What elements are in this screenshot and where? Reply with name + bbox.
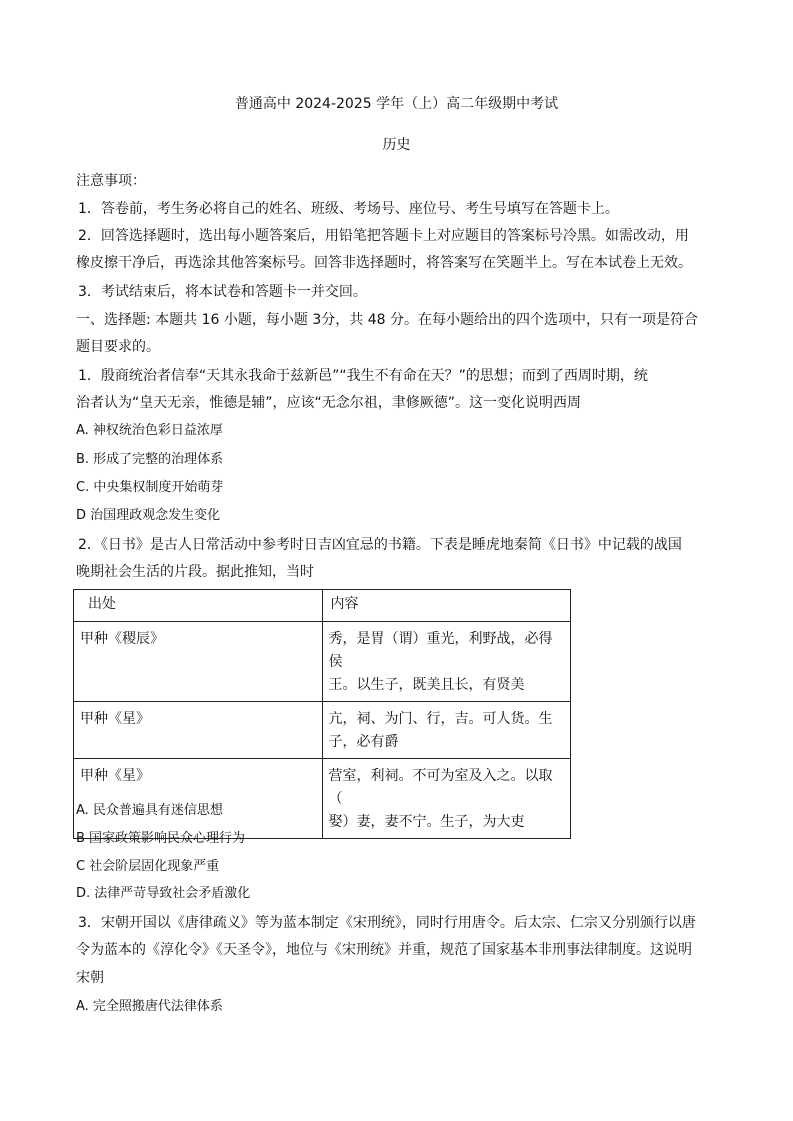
question-2-line-2: 晚期社会生活的片段。据此推知，当时 — [76, 564, 314, 580]
question-2-option-c: C 社会阶层固化现象严重 — [76, 859, 220, 874]
notice-item-1: 1．答卷前，考生务必将自己的姓名、班级、考场号、座位号、考生号填写在答题卡上。 — [78, 201, 619, 217]
question-2-option-d: D. 法律严苛导致社会矛盾激化 — [76, 886, 251, 901]
table-cell-source-text: 甲种《稷辰》 — [80, 631, 164, 647]
table-cell-source-text: 甲种《星》 — [80, 768, 150, 784]
table-header-source-label: 出处 — [88, 596, 116, 612]
table-cell-content-line: 营室，利祠。不可为室及入之。以取（ — [328, 768, 553, 807]
notice-item-2-line-2: 橡皮擦干净后，再选涂其他答案标号。回答非选择题时，将答案写在笑题半上。写在本试卷上无效。 — [76, 255, 692, 271]
table-cell-content-line: 子，必有爵 — [328, 734, 399, 750]
question-3-line-3: 宋朝 — [76, 970, 104, 986]
table-row — [74, 622, 571, 702]
table-cell-content — [322, 702, 571, 759]
table-row — [74, 702, 571, 759]
question-1-option-c: C. 中央集权制度开始萌芽 — [76, 480, 224, 495]
table-cell-content-line: 亢，祠、为门、行，吉。可人货。生 — [328, 711, 553, 727]
question-2-option-b: B 国家政策影响民众心理行为 — [76, 831, 246, 846]
table-header-content — [322, 590, 571, 622]
table-row — [74, 759, 571, 839]
question-2-line-1: 2．《日书》是古人日常活动中参考时日吉凶宜忌的书籍。下表是睡虎地秦简《日书》中记载的战国 — [78, 537, 682, 553]
question-3-line-1: 3．宋朝开国以《唐律疏义》等为蓝本制定《宋刑统》，同时行用唐令。后太宗、仁宗又分别颁行以唐 — [78, 915, 696, 931]
question-1-line-1: 1．殷商统治者信奉“天其永我命于兹新邑”“我生不有命在天？”的思想；而到了西周时期，统 — [78, 368, 648, 384]
notice-item-3: 3．考试结束后，将本试卷和答题卡一并交回。 — [78, 284, 367, 300]
notice-heading: 注意事项： — [76, 173, 146, 189]
question-1-option-b: B. 形成了完整的治理体系 — [76, 452, 224, 467]
table-cell-source — [74, 622, 323, 702]
section-heading-line-1: 一、选择题: 本题共 16 小题，每小题 3分，共 48 分。在每小题给出的四个选项中，只有一项是符合 — [76, 312, 698, 328]
question-3-option-a: A. 完全照搬唐代法律体系 — [76, 999, 223, 1014]
question-3-line-2: 令为蓝本的《淳化令》《天圣令》，地位与《宋刑统》并重，规范了国家基本非刑事法律制度。这说明 — [76, 942, 692, 958]
table-header-row — [74, 590, 571, 622]
table-cell-content — [322, 622, 571, 702]
question-1-line-2: 治者认为“皇天无亲，惟德是辅”，应该“无念尔祖，聿修厥德”。这一变化说明西周 — [76, 395, 582, 411]
table-cell-source-text: 甲种《星》 — [80, 711, 150, 727]
table-header-source — [74, 590, 323, 622]
table-cell-content-line: 王。以生子，既美且长，有贤美 — [328, 677, 525, 693]
question-1-option-a: A. 神权统治色彩日益浓厚 — [76, 423, 223, 438]
table-cell-source — [74, 702, 323, 759]
table-cell-source — [74, 759, 323, 839]
section-heading-line-2: 题目要求的。 — [76, 339, 160, 355]
question-2-option-a: A. 民众普遍具有迷信思想 — [76, 803, 223, 818]
table-cell-content-line: 娶）妻，妻不宁。生子，为大吏 — [328, 814, 525, 830]
table-header-content-label: 内容 — [330, 596, 359, 612]
table-cell-content — [322, 759, 571, 839]
table-cell-content-line: 秀，是胃（谓）重光，利野战，必得侯 — [328, 631, 553, 670]
exam-title: 普通高中 2024-2025 学年（上）高二年级期中考试 — [234, 96, 559, 112]
question-1-option-d: D 治国理政观念发生变化 — [76, 508, 221, 523]
notice-item-2-line-1: 2．回答选择题时，选出每小题答案后，用铅笔把答题卡上对应题目的答案标号冷黑。如需改动，用 — [78, 228, 689, 244]
exam-subject: 历史 — [382, 137, 411, 153]
